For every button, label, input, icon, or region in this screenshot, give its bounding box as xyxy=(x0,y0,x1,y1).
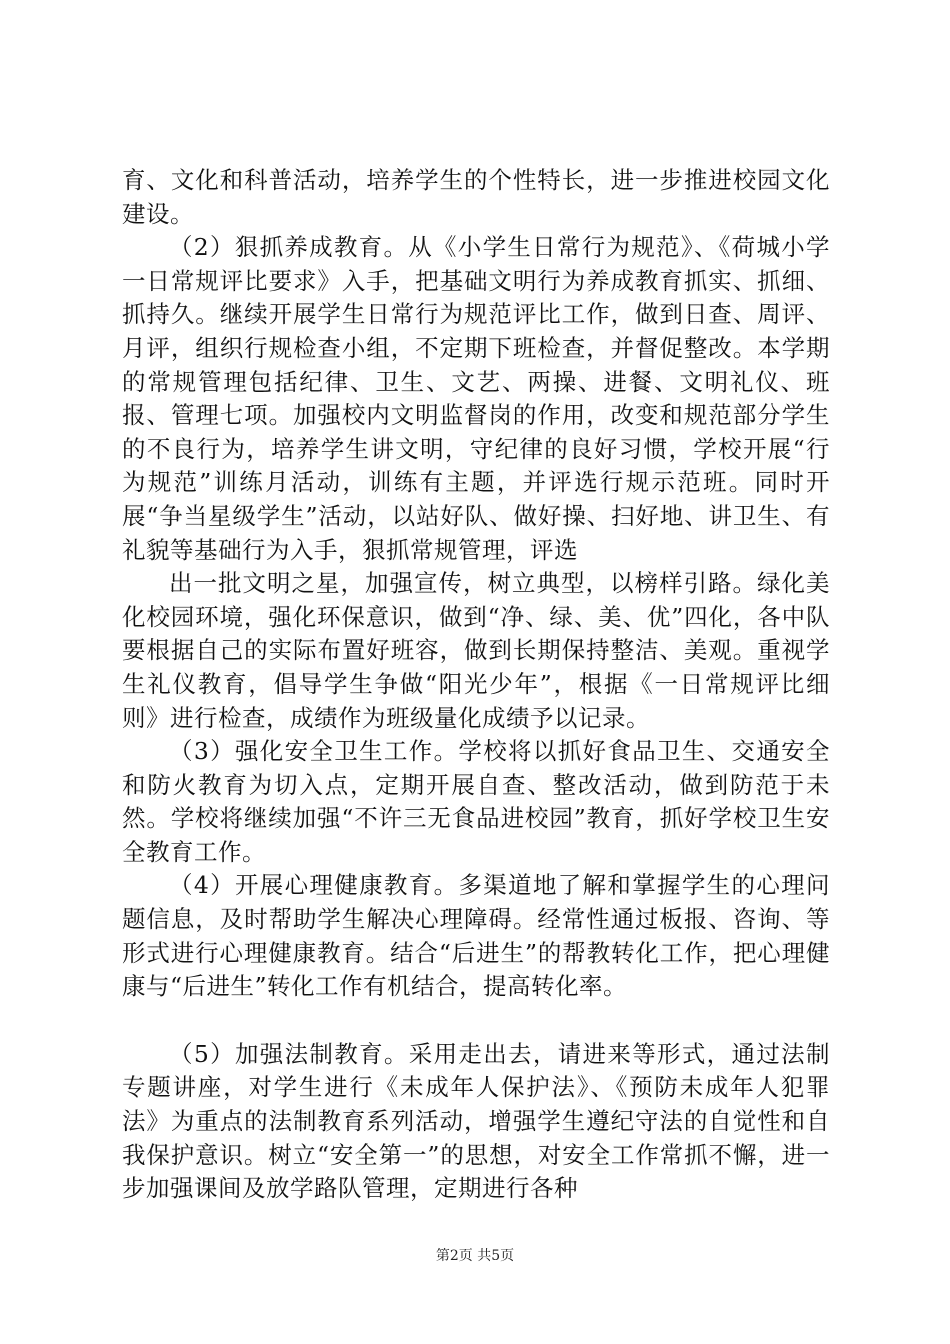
paragraph-safety-hygiene: （3）强化安全卫生工作。学校将以抓好食品卫生、交通安全和防火教育为切入点，定期开展自查、整改活动，做到防范于未然。学校将继续加强“不许三无食品进校园”教育，抓好学校卫生安全教育工作。 xyxy=(122,737,830,866)
page-number-footer: 第2页 共5页 xyxy=(435,1248,515,1264)
paragraph-continuation: 育、文化和科普活动，培养学生的个性特长，进一步推进校园文化建设。 xyxy=(122,166,830,228)
paragraph-legal-education: （5）加强法制教育。采用走出去，请进来等形式，通过法制专题讲座，对学生进行《未成年人保护法》、《预防未成年人犯罪法》为重点的法制教育系列活动，增强学生遵纪守法的自觉性和自我保护意识。树立“安全第一”的思想，对安全工作常抓不懈，进一步加强课间及放学路队管理，定期进行各种 xyxy=(122,1039,830,1203)
document-body xyxy=(122,164,830,1206)
paragraph-mental-health: （4）开展心理健康教育。多渠道地了解和掌握学生的心理问题信息，及时帮助学生解决心理障碍。经常性通过板报、咨询、等形式进行心理健康教育。结合“后进生”的帮教转化工作，把心理健康与“后进生”转化工作有机结合，提高转化率。 xyxy=(122,871,830,1001)
paragraph-civility-stars: 出一批文明之星，加强宣传，树立典型，以榜样引路。绿化美化校园环境，强化环保意识，做到“净、绿、美、优”四化，各中队要根据自己的实际布置好班容，做到长期保持整洁、美观。重视学生礼仪教育，倡导学生争做“阳光少年”，根据《一日常规评比细则》进行检查，成绩作为班级量化成绩予以记录。 xyxy=(122,569,830,732)
paragraph-habit-education: （2）狠抓养成教育。从《小学生日常行为规范》、《荷城小学一日常规评比要求》入手，把基础文明行为养成教育抓实、抓细、抓持久。继续开展学生日常行为规范评比工作，做到日查、周评、月评，组织行规检查小组，不定期下班检查，并督促整改。本学期的常规管理包括纪律、卫生、文艺、两操、进餐、文明礼仪、班报、管理七项。加强校内文明监督岗的作用，改变和规范部分学生的不良行为，培养学生讲文明，守纪律的良好习惯，学校开展“行为规范”训练月活动，训练有主题，并评选行规示范班。同时开展“争当星级学生”活动，以站好队、做好操、扫好地、讲卫生、有礼貌等基础行为入手，狠抓常规管理，评选 xyxy=(122,233,830,564)
